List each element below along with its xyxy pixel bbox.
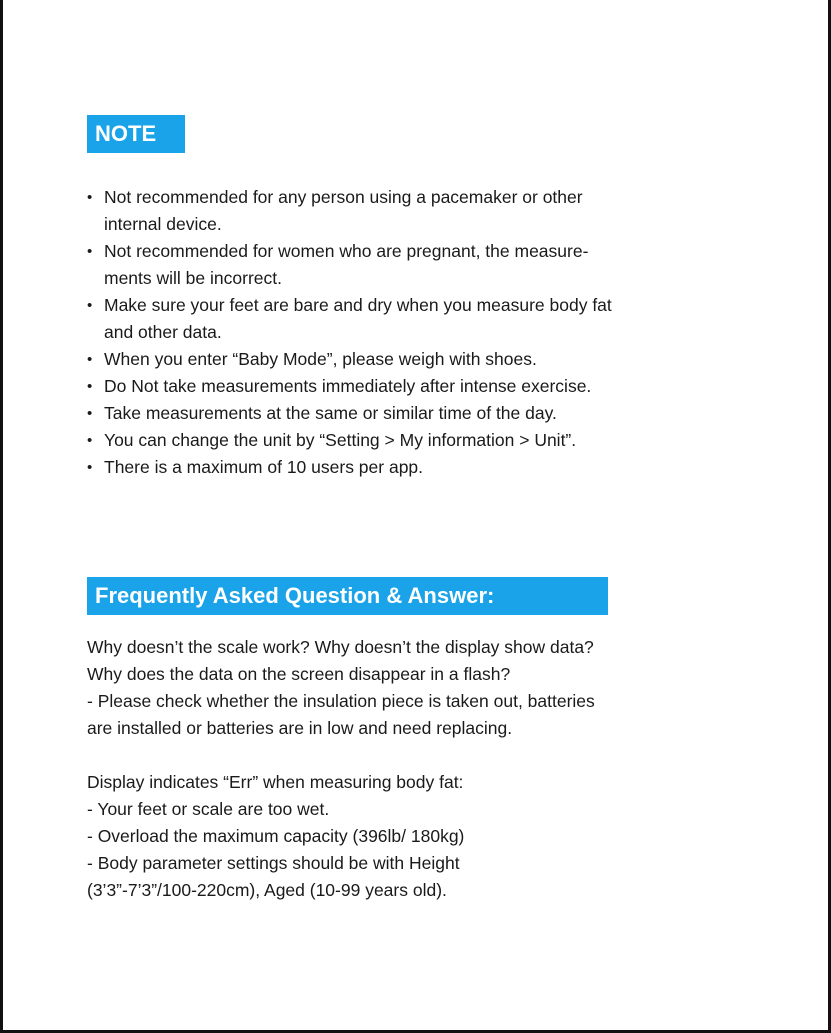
bullet-icon: • [87, 459, 93, 476]
faq-body [87, 634, 767, 904]
faq-line: - Overload the maximum capacity (396lb/ 180kg) [87, 826, 465, 846]
faq-heading: Frequently Asked Question & Answer: [87, 577, 608, 615]
list-item-line: Make sure your feet are bare and dry when you measure body fat [104, 295, 612, 315]
bullet-icon: • [87, 243, 93, 260]
bullet-icon: • [87, 297, 93, 314]
list-item-line: Not recommended for women who are pregnant, the measure- [104, 241, 589, 261]
faq-answer-no-display [87, 634, 767, 742]
note-list [86, 184, 766, 481]
faq-line: (3’3”-7’3”/100-220cm), Aged (10-99 years old). [87, 880, 447, 900]
bullet-icon: • [87, 432, 93, 449]
list-item-line: There is a maximum of 10 users per app. [104, 457, 424, 477]
list-item [86, 400, 766, 427]
list-item-line: When you enter “Baby Mode”, please weigh with shoes. [104, 349, 537, 369]
list-item-line: Not recommended for any person using a pacemaker or other [104, 187, 583, 207]
note-heading: NOTE [87, 115, 185, 153]
list-item [86, 238, 766, 292]
list-item-line: ments will be incorrect. [104, 268, 282, 288]
list-item-line: internal device. [104, 214, 222, 234]
faq-line: - Body parameter settings should be with Height [87, 853, 460, 873]
faq-answer-err [87, 769, 767, 904]
faq-line: Why does the data on the screen disappear in a flash? [87, 664, 511, 684]
list-item [86, 454, 766, 481]
list-item [86, 427, 766, 454]
faq-line: Display indicates “Err” when measuring body fat: [87, 772, 464, 792]
faq-line: - Your feet or scale are too wet. [87, 799, 330, 819]
list-item [86, 292, 766, 346]
bullet-icon: • [87, 405, 93, 422]
bullet-icon: • [87, 378, 93, 395]
list-item-line: Do Not take measurements immediately after intense exercise. [104, 376, 592, 396]
list-item [86, 184, 766, 238]
list-item [86, 346, 766, 373]
bullet-icon: • [87, 351, 93, 368]
faq-line: are installed or batteries are in low and need replacing. [87, 718, 513, 738]
list-item-line: Take measurements at the same or similar time of the day. [104, 403, 557, 423]
list-item-line: and other data. [104, 322, 222, 342]
bullet-icon: • [87, 189, 93, 206]
faq-line: Why doesn’t the scale work? Why doesn’t the display show data? [87, 637, 594, 657]
list-item [86, 373, 766, 400]
spacer [87, 742, 767, 769]
list-item-line: You can change the unit by “Setting > My information > Unit”. [104, 430, 577, 450]
faq-line: - Please check whether the insulation piece is taken out, batteries [87, 691, 595, 711]
